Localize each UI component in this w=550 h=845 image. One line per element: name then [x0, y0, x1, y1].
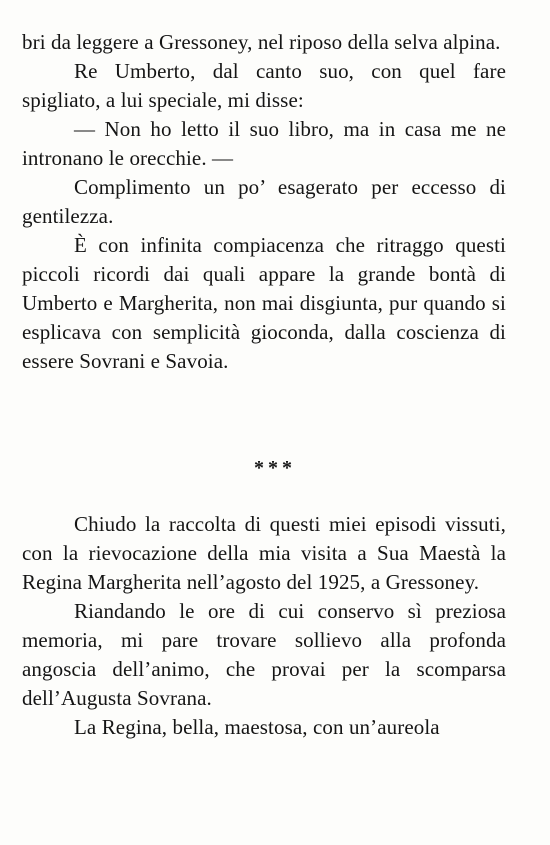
paragraph-quote: — Non ho letto il suo libro, ma in casa me ne intronano le orecchie. — [22, 117, 506, 170]
paragraph-continuation: bri da leggere a Gressoney, nel riposo della selva alpina. [22, 30, 501, 54]
text-section-bottom [22, 510, 506, 742]
paragraph-re-umberto: Re Umberto, dal canto suo, con quel fare spigliato, a lui speciale, mi disse: [22, 59, 506, 112]
paragraph-compiacenza: È con infinita compiacenza che ritraggo questi piccoli ricordi dai quali appare la grande bontà di Umberto e Margherita, non mai disgiunta, pur quando si esplicava con semplicità gioconda, dalla coscienza di essere Sovrani e Savoia. [22, 233, 506, 373]
paragraph-chiudo: Chiudo la raccolta di questi miei episodi vissuti, con la rievocazione della mia visita a Sua Maestà la Regina Margherita nell’agosto del 1925, a Gressoney. [22, 512, 506, 594]
paragraph-la-regina: La Regina, bella, maestosa, con un’aureola [74, 715, 440, 739]
paragraph-complimento: Complimento un po’ esagerato per eccesso di gentilezza. [22, 175, 506, 228]
section-separator: *** [254, 457, 296, 479]
paragraph-riandando: Riandando le ore di cui conservo sì preziosa memoria, mi pare trovare sollievo alla profonda angoscia dell’animo, che provai per la scomparsa dell’Augusta Sovrana. [22, 599, 506, 710]
text-section-top [22, 28, 506, 376]
